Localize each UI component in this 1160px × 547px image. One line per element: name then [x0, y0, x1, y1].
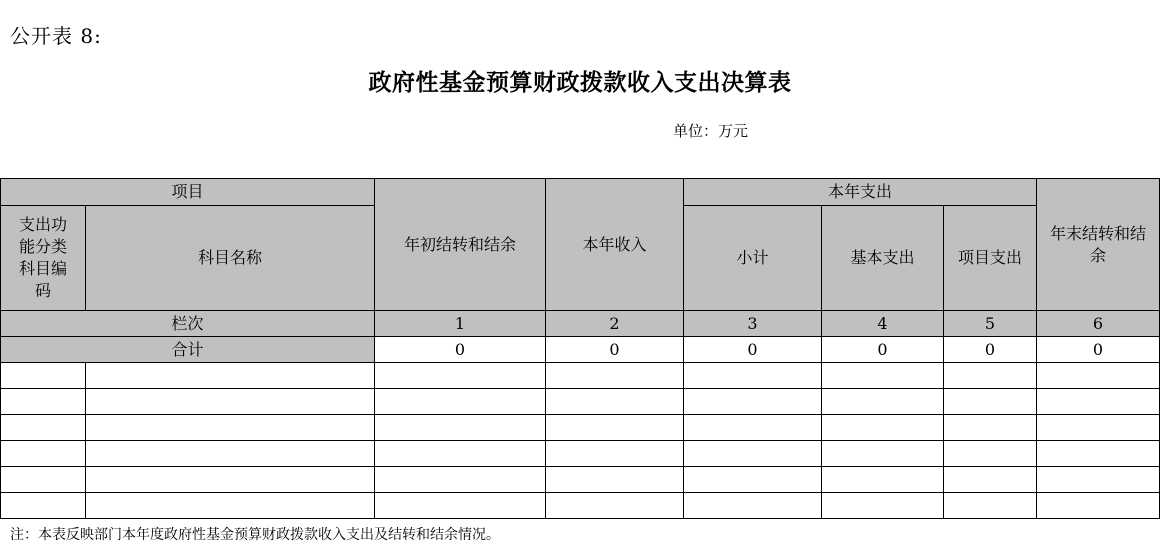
total-cell: 0 — [822, 337, 944, 363]
index-cell: 1 — [375, 311, 546, 337]
page-title: 政府性基金预算财政拨款收入支出决算表 — [368, 70, 792, 96]
index-cell: 2 — [546, 311, 684, 337]
index-cell: 3 — [684, 311, 822, 337]
total-cell: 0 — [684, 337, 822, 363]
header-code: 支出功能分类科目编码 — [1, 206, 86, 311]
index-cell: 4 — [822, 311, 944, 337]
index-cell: 5 — [944, 311, 1037, 337]
empty-row — [1, 467, 1160, 493]
header-group-item: 项目 — [1, 179, 375, 206]
total-cell: 0 — [375, 337, 546, 363]
form-number: 公开表 8: — [10, 24, 102, 48]
empty-row — [1, 441, 1160, 467]
header-begin-balance: 年初结转和结余 — [375, 179, 546, 311]
budget-table — [0, 178, 1160, 519]
index-row-label: 栏次 — [1, 311, 375, 337]
empty-row — [1, 493, 1160, 519]
total-cell: 0 — [1037, 337, 1160, 363]
header-project: 项目支出 — [944, 206, 1037, 311]
unit-label: 单位：万元 — [673, 122, 749, 140]
header-subtotal: 小计 — [684, 206, 822, 311]
empty-row — [1, 363, 1160, 389]
empty-row — [1, 415, 1160, 441]
total-row — [1, 337, 1160, 363]
empty-row — [1, 389, 1160, 415]
header-group-expense: 本年支出 — [684, 179, 1037, 206]
index-cell: 6 — [1037, 311, 1160, 337]
total-cell: 0 — [546, 337, 684, 363]
total-row-label: 合计 — [1, 337, 375, 363]
total-cell: 0 — [944, 337, 1037, 363]
header-income: 本年收入 — [546, 179, 684, 311]
header-end-balance: 年末结转和结余 — [1037, 179, 1160, 311]
index-row — [1, 311, 1160, 337]
footnote: 注：本表反映部门本年度政府性基金预算财政拨款收入支出及结转和结余情况。 — [10, 527, 500, 543]
header-name: 科目名称 — [86, 206, 375, 311]
header-basic: 基本支出 — [822, 206, 944, 311]
